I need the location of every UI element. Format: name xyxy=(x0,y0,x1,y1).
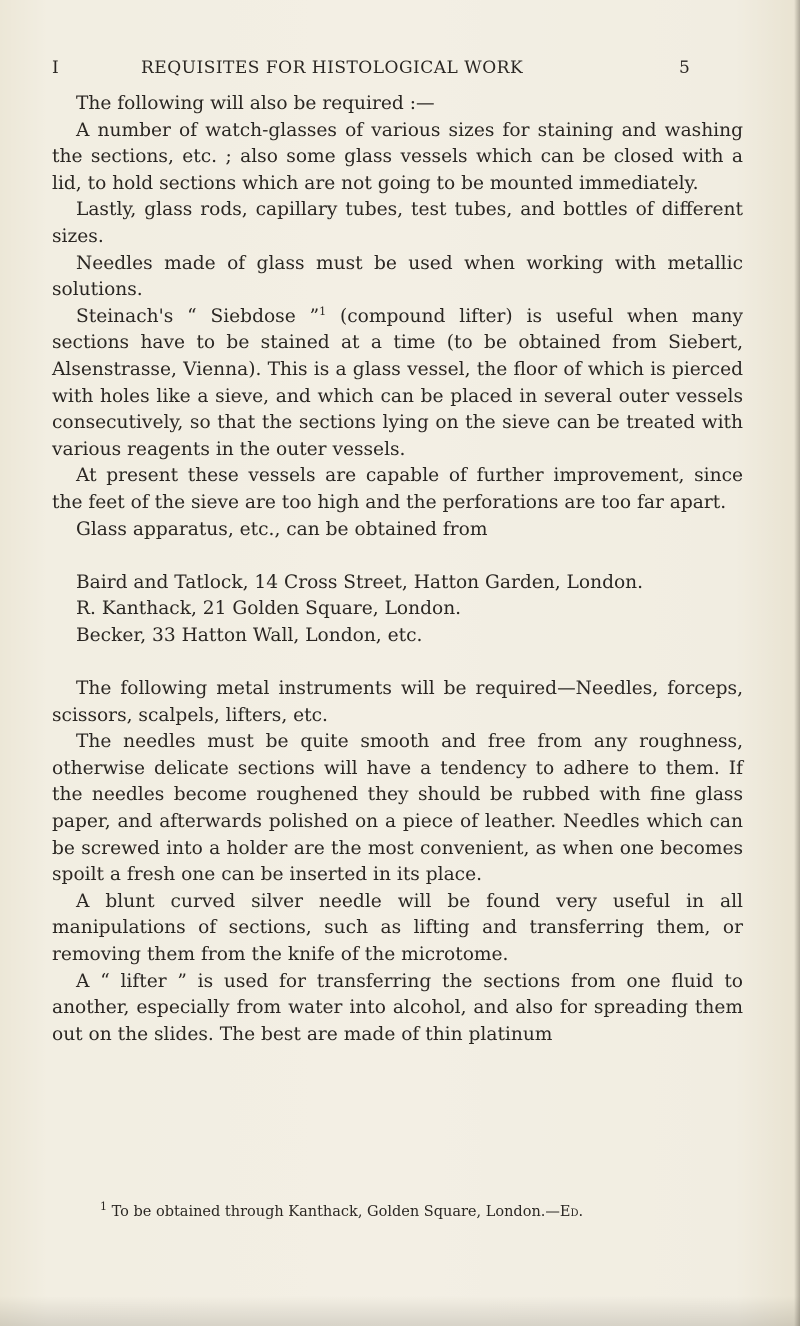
body-text xyxy=(52,91,743,1048)
page-number: 5 xyxy=(679,58,691,78)
chapter-numeral: I xyxy=(52,58,60,78)
paragraph: A blunt curved silver needle will be found very useful in all manipulations of sections, such as lifting and transferring them, or removing them from the knife of the microtome. xyxy=(52,890,743,965)
supplier-address: Baird and Tatlock, 14 Cross Street, Hatton Garden, London. xyxy=(76,571,644,593)
paragraph: At present these vessels are capable of further improvement, since the feet of the sieve are too high and the perforations are too far apart. xyxy=(52,465,743,513)
footnote-text: To be obtained through Kanthack, Golden Square, London.— xyxy=(107,1204,560,1220)
paragraph: The following will also be required :— xyxy=(76,93,435,114)
page-bottom-shadow xyxy=(0,1296,800,1326)
footnote-reference: 1 xyxy=(319,304,327,318)
siebdose-text-rest: (compound lifter) is useful when many sections have to be stained at a time (to be obtained from Siebert, Alsenstrasse, Vienna). This is a glass vessel, the floor of which is pierced with holes like a sieve, and which can be placed in several outer vessels consecutively, so that the sections lying on the sieve can be treated with various reagents in the outer vessels. xyxy=(52,305,743,460)
paragraph: The needles must be quite smooth and free from any roughness, otherwise delicate sections will have a tendency to adhere to them. If the needles become roughened they should be rubbed with fine glass paper, and afterwards polished on a piece of leather. Needles which can be screwed into a holder are the most convenient, as when one becomes spoilt a fresh one can be inserted in its place. xyxy=(52,731,743,886)
supplier-address: Becker, 33 Hatton Wall, London, etc. xyxy=(76,624,423,646)
running-header xyxy=(52,58,752,82)
paragraph: Lastly, glass rods, capillary tubes, test tubes, and bottles of different sizes. xyxy=(52,199,743,247)
supplier-address: R. Kanthack, 21 Golden Square, London. xyxy=(76,598,462,620)
paragraph: Glass apparatus, etc., can be obtained from xyxy=(76,518,488,540)
running-title: REQUISITES FOR HISTOLOGICAL WORK xyxy=(141,58,524,78)
footnote xyxy=(52,1202,743,1222)
siebdose-text-start: Steinach's “ Siebdose ” xyxy=(76,305,320,327)
paragraph: Needles made of glass must be used when working with metallic solutions. xyxy=(52,252,743,301)
paragraph: A number of watch-glasses of various sizes for staining and washing the sections, etc. ; also some glass vessels which can be closed with a lid, to hold sections which are not going to be mounted immediately. xyxy=(52,119,743,194)
supplier-address-list xyxy=(52,570,743,650)
paragraph: A “ lifter ” is used for transferring the sections from one fluid to another, especially from water into alcohol, and also for spreading them out on the slides. The best are made of thin platinum xyxy=(52,970,743,1045)
footnote-marker: 1 xyxy=(100,1200,107,1214)
footnote-signature: Ed. xyxy=(559,1204,584,1220)
paragraph: The following metal instruments will be required—Needles, forceps, scissors, scalpels, lifters, etc. xyxy=(52,678,743,726)
page-edge-shadow xyxy=(794,0,800,1326)
paragraph-siebdose xyxy=(52,304,743,464)
